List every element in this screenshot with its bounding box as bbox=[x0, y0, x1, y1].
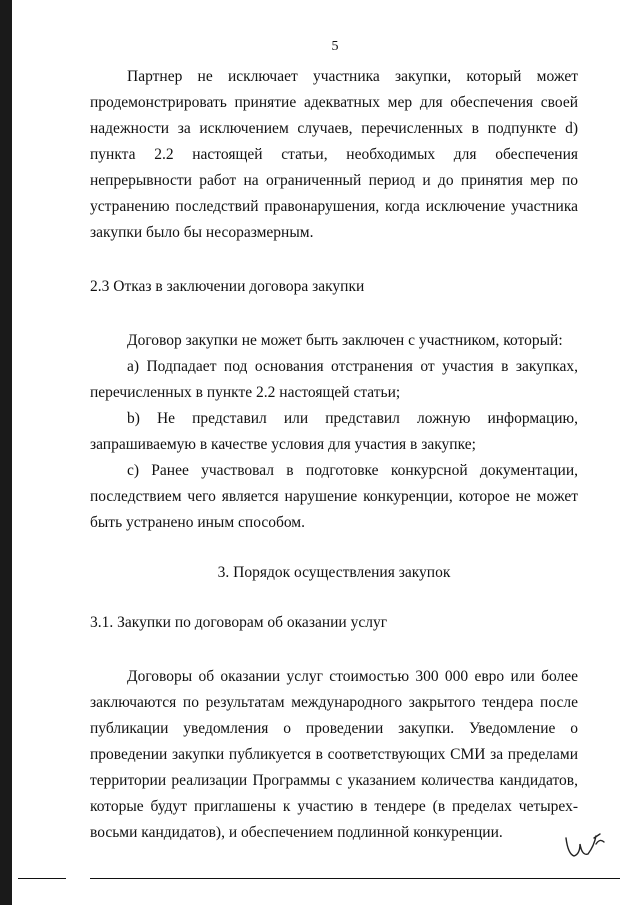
page-number: 5 bbox=[331, 39, 339, 54]
section-heading-3-1: 3.1. Закупки по договорам об оказании услуг bbox=[90, 614, 388, 631]
paragraph-partner-exclusion: Партнер не исключает участника закупки, который может продемонстрировать принятие адекватных мер для обеспечения своей надежности за исключением случаев, перечисленных в подпункте d) пункта 2.2 настоящей статьи, необходимых для обеспечения непрерывности работ на ограниченный период и до принятия мер по устранению последствий правонарушения, когда исключение участника закупки было бы несоразмерным. bbox=[90, 68, 578, 241]
section-heading-3: 3. Порядок осуществления закупок bbox=[217, 564, 451, 581]
footer-rule bbox=[90, 878, 620, 879]
section-heading-2-3: 2.3 Отказ в заключении договора закупки bbox=[90, 278, 365, 295]
margin-mark bbox=[18, 878, 66, 879]
list-item-a: a) Подпадает под основания отстранения от участия в закупках, перечисленных в пункте 2.2 настоящей статьи; bbox=[90, 358, 578, 401]
signature-mark bbox=[560, 828, 608, 864]
paragraph-contract-refusal: Договор закупки не может быть заключен с участником, который: bbox=[127, 332, 563, 349]
scan-edge bbox=[0, 0, 12, 905]
list-item-b: b) Не представил или представил ложную информацию, запрашиваемую в качестве условия для участия в закупке; bbox=[90, 410, 578, 453]
paragraph-services-contracts: Договоры об оказании услуг стоимостью 300 000 евро или более заключаются по результатам международного закрытого тендера после публикации уведомления о проведении закупки. Уведомление о проведении закупки публикуется в соответствующих СМИ за пределами территории реализации Программы с указанием количества кандидатов, которые будут приглашены к участию в тендере (в пределах четырех-восьми кандидатов), и обеспечением подлинной конкуренции. bbox=[90, 668, 578, 841]
document-body bbox=[90, 64, 578, 846]
list-item-c: c) Ранее участвовал в подготовке конкурсной документации, последствием чего является нарушение конкуренции, которое не может быть устранено иным способом. bbox=[90, 462, 578, 531]
